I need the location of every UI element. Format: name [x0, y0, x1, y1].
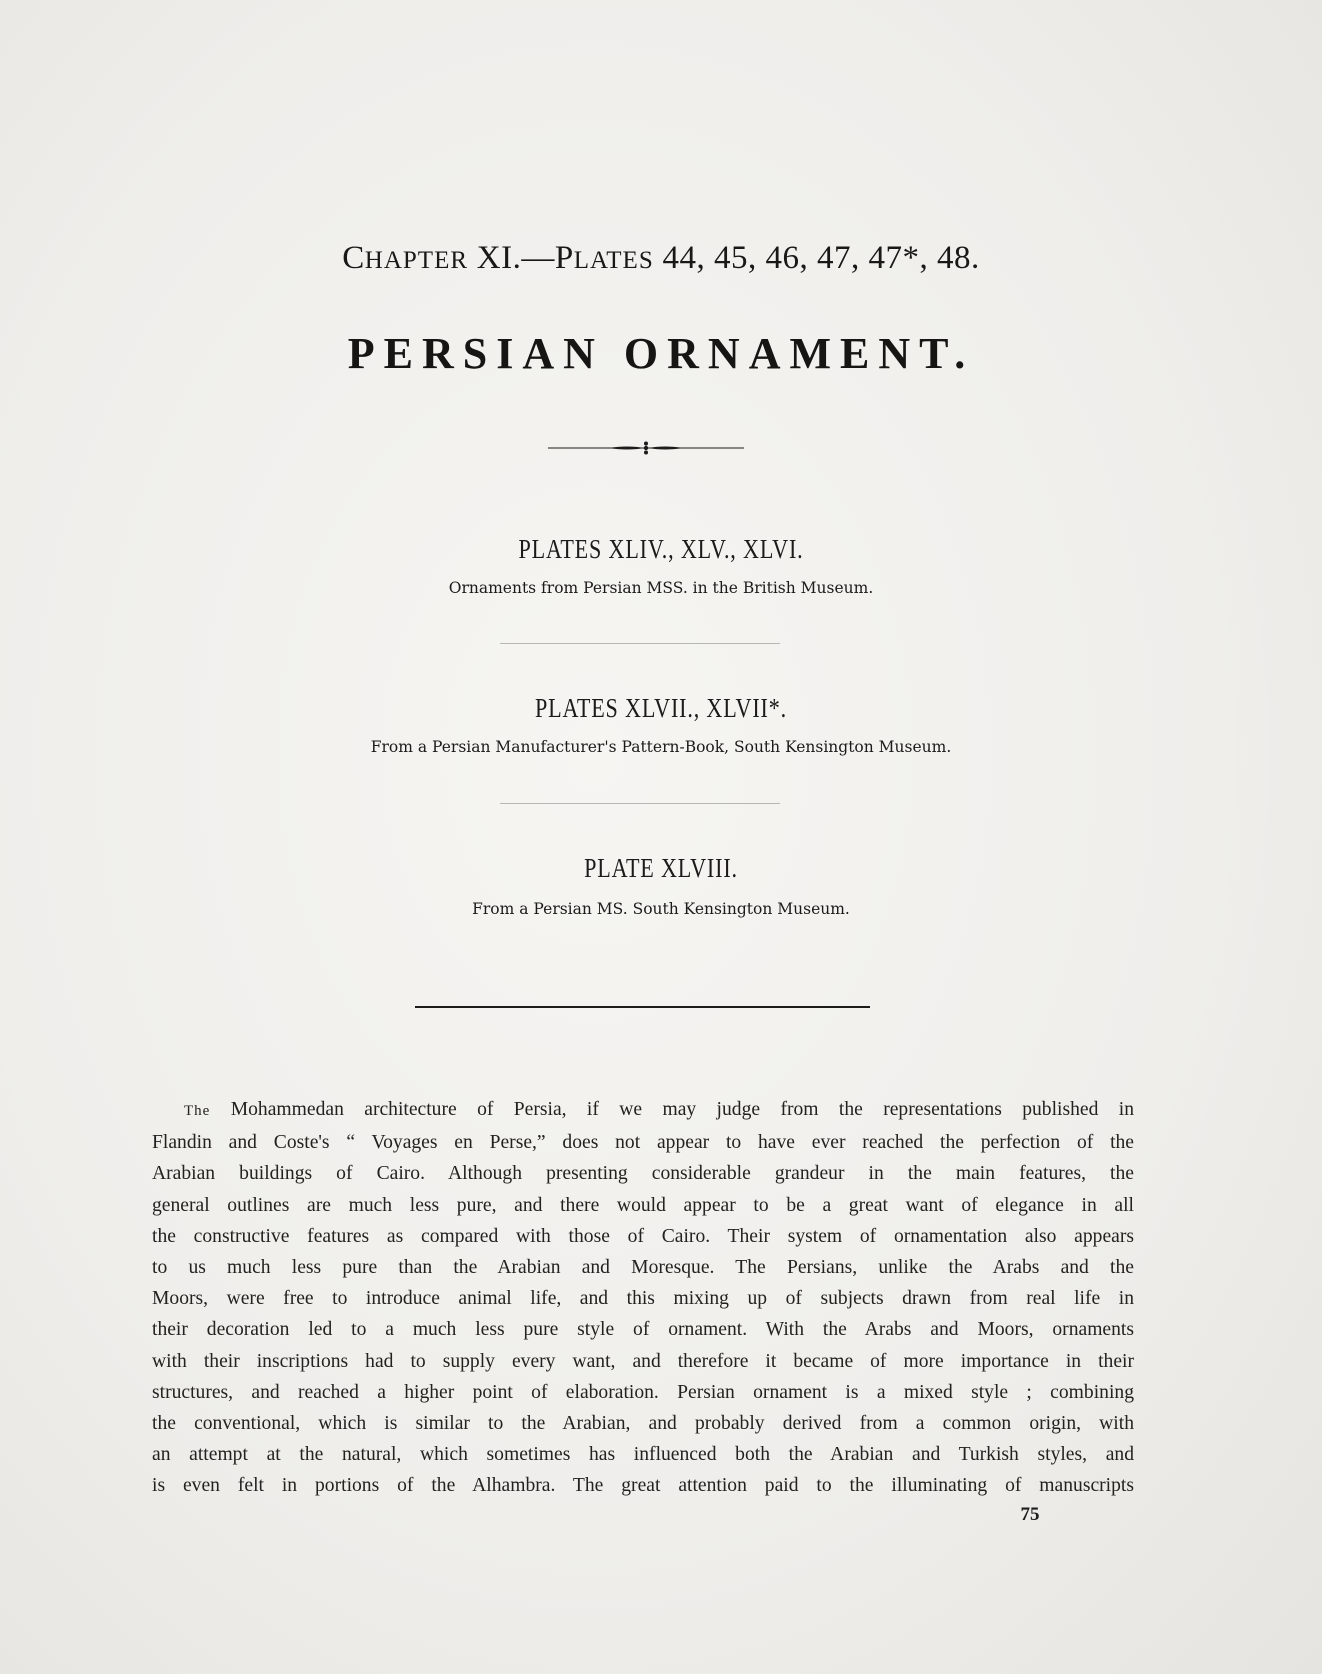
- page-title: PERSIAN ORNAMENT.: [347, 329, 975, 378]
- body-line: to us much less pure than the Arabian and Moresque. The Persians, unlike the Arabs and the: [152, 1257, 1134, 1279]
- section-caption-3: From a Persian MS. South Kensington Museum.: [472, 900, 850, 918]
- chapter-plate-numbers: 44, 45, 46, 47, 47*, 48.: [662, 240, 980, 276]
- body-paragraph: [152, 1094, 1134, 1502]
- section-divider-2: [500, 803, 780, 804]
- chapter-number: XI.: [476, 240, 522, 276]
- body-line: the constructive features as compared with those of Cairo. Their system of ornamentation also appears: [152, 1225, 1134, 1247]
- body-line: an attempt at the natural, which sometimes has influenced both the Arabian and Turkish styles, and: [152, 1444, 1134, 1466]
- body-first-word: The: [184, 1103, 211, 1119]
- page-number: 75: [1020, 1504, 1040, 1525]
- plates-word-initial: —P: [521, 240, 574, 276]
- body-line: general outlines are much less pure, and there would appear to be a great want of elegance in all: [152, 1194, 1134, 1216]
- body-line: Flandin and Coste's “ Voyages en Perse,” does not appear to have ever reached the perfection of the: [152, 1132, 1134, 1154]
- body-line: is even felt in portions of the Alhambra. The great attention paid to the illuminating of manuscripts: [152, 1475, 1134, 1497]
- body-line: The Mohammedan architecture of Persia, if we may judge from the representations published in: [184, 1099, 1134, 1120]
- section-heading-2: PLATES XLVII., XLVII*.: [535, 693, 787, 723]
- body-line: the conventional, which is similar to the Arabian, and probably derived from a common origin, with: [152, 1413, 1134, 1435]
- section-caption-2: From a Persian Manufacturer's Pattern-Book, South Kensington Museum.: [370, 738, 952, 756]
- fleuron-ornament-icon: [548, 440, 744, 456]
- body-line: Moors, were free to introduce animal life, and this mixing up of subjects drawn from real life in: [152, 1288, 1134, 1310]
- body-line: Arabian buildings of Cairo. Although presenting considerable grandeur in the main features, the: [152, 1163, 1134, 1185]
- plates-word-rest: LATES: [573, 247, 654, 274]
- section-heading-1: PLATES XLIV., XLV., XLVI.: [518, 534, 804, 564]
- section-heading-3: PLATE XLVIII.: [584, 853, 738, 883]
- section-caption-1: Ornaments from Persian MSS. in the British Museum.: [448, 579, 874, 597]
- section-divider-1: [500, 643, 780, 644]
- body-line: their decoration led to a much less pure style of ornament. With the Arabs and Moors, ornaments: [152, 1319, 1134, 1341]
- body-line: structures, and reached a higher point of elaboration. Persian ornament is a mixed style ; combining: [152, 1381, 1134, 1403]
- chapter-word-initial: C: [342, 240, 365, 276]
- chapter-heading: [0, 240, 1322, 277]
- section-end-rule: [415, 1006, 870, 1008]
- chapter-word-rest: HAPTER: [364, 247, 469, 274]
- body-line: with their inscriptions had to supply every want, and therefore it became of more importance in their: [152, 1350, 1134, 1372]
